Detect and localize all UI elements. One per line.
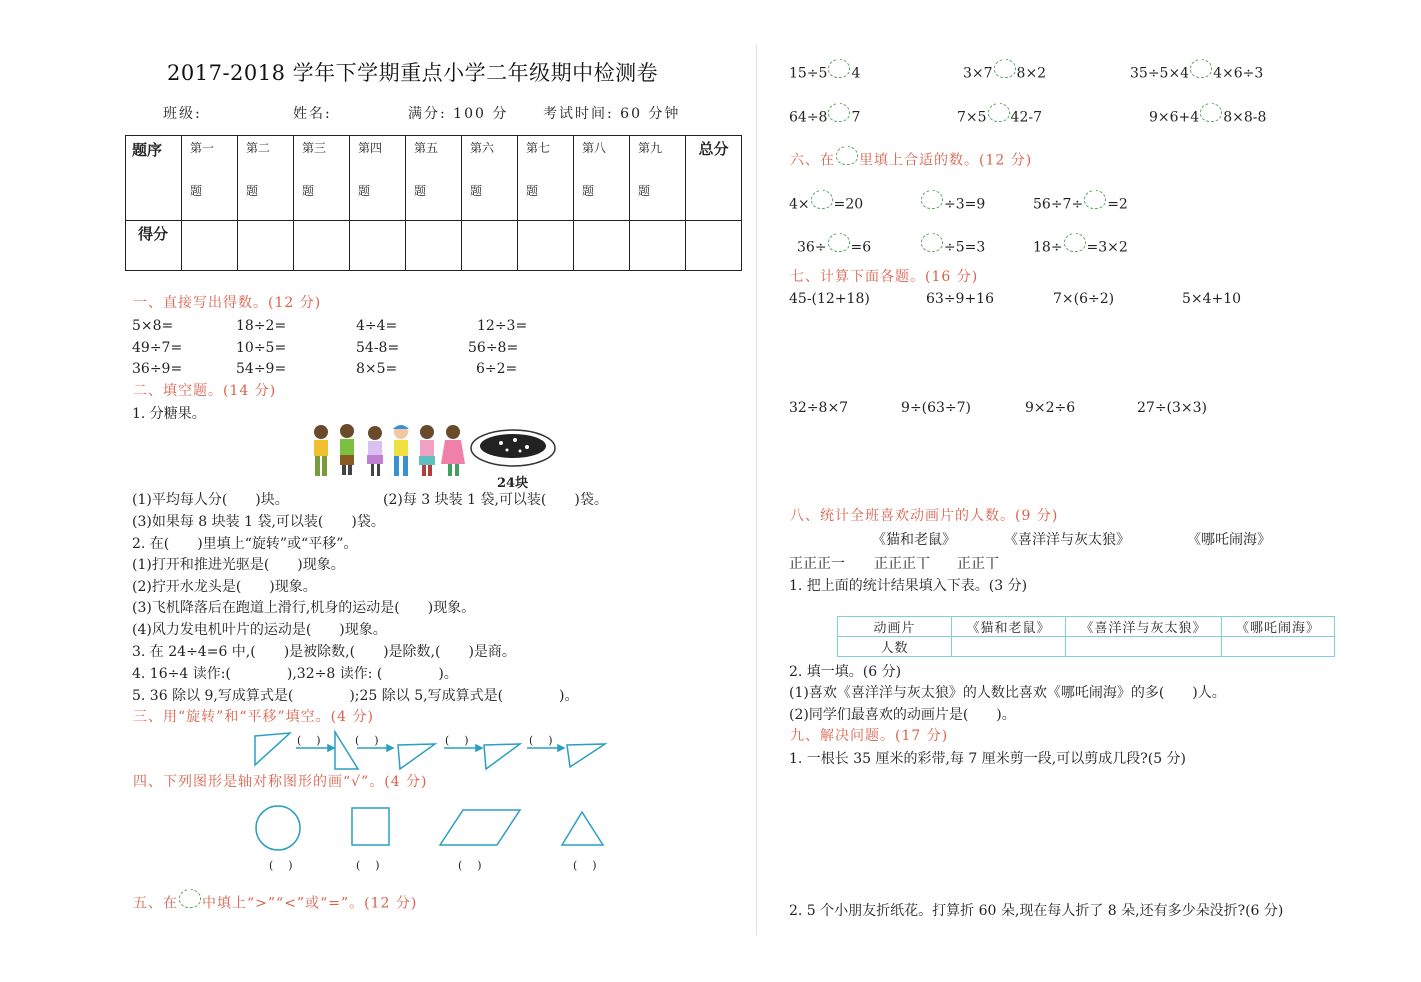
score-table-col-8: 第八 题 <box>574 136 630 221</box>
cartoon-title: 《哪吒闹海》 <box>1187 532 1271 548</box>
oval-blank-icon <box>179 889 201 908</box>
arith-item: 12÷3= <box>477 318 528 334</box>
arith-item: 10÷5= <box>236 340 287 356</box>
symmetry-shapes <box>250 800 610 850</box>
score-cell[interactable] <box>294 221 350 271</box>
oval-blank-icon[interactable] <box>1200 103 1222 122</box>
question-text: (4)风力发电机叶片的运动是( )现象。 <box>132 622 387 638</box>
score-table-col-6: 第六 题 <box>462 136 518 221</box>
answer-blank[interactable]: ( ) <box>529 734 555 747</box>
question-text: 2. 5 个小朋友折纸花。打算折 60 朵,现在每人折了 8 朵,还有多少朵没折?(6 分) <box>789 903 1284 919</box>
oval-blank-icon <box>836 146 858 165</box>
oval-blank-icon[interactable] <box>921 233 943 252</box>
child-figure <box>419 425 435 476</box>
arith-item: 56÷8= <box>468 340 519 356</box>
compare-item: 7×5 42-7 <box>957 108 1042 127</box>
question-text: (1)喜欢《喜洋洋与灰太狼》的人数比喜欢《哪吒闹海》的多( )人。 <box>789 685 1226 701</box>
oval-blank-icon[interactable] <box>828 103 850 122</box>
oval-blank-icon[interactable] <box>994 59 1016 78</box>
section3-heading: 三、用“旋转”和“平移”填空。(4 分) <box>133 709 374 725</box>
child-figure <box>314 425 328 476</box>
score-table-total: 总分 <box>686 136 742 221</box>
name-label: 姓名: <box>293 106 332 122</box>
page-title: 2017-2018 学年下学期重点小学二年级期中检测卷 <box>167 61 659 85</box>
score-table-col-2: 第二 题 <box>238 136 294 221</box>
fill-item: 56÷7÷ =2 <box>1033 195 1128 214</box>
score-cell[interactable] <box>462 221 518 271</box>
circle-shape <box>256 806 300 850</box>
arith-item: 4÷4= <box>356 318 398 334</box>
answer-blank[interactable]: ( ) <box>297 734 323 747</box>
statistics-table <box>837 616 1335 657</box>
fill-item: 4× =20 <box>789 195 863 214</box>
oval-blank-icon[interactable] <box>811 190 833 209</box>
fill-item: 36÷ =6 <box>797 238 871 257</box>
arith-item: 8×5= <box>356 361 398 377</box>
tally-marks: 正正正丅 <box>874 556 930 572</box>
section6-heading: 六、在 里填上合适的数。(12 分) <box>790 151 1032 170</box>
section9-heading: 九、解决问题。(17 分) <box>790 728 949 744</box>
stat-header: 《哪吒闹海》 <box>1222 617 1335 637</box>
child-figure <box>441 425 465 476</box>
score-row-label: 得分 <box>126 221 182 271</box>
stat-input-cell[interactable] <box>1222 637 1335 657</box>
triangle-shape <box>398 744 435 769</box>
score-table-col-7: 第七 题 <box>518 136 574 221</box>
score-table-col-9: 第九 题 <box>630 136 686 221</box>
child-figure <box>340 424 354 475</box>
question-text: 1. 把上面的统计结果填入下表。(3 分) <box>789 578 1028 594</box>
oval-blank-icon[interactable] <box>988 103 1010 122</box>
question-text: (1)打开和推进光驱是( )现象。 <box>132 557 345 573</box>
arith-item: 18÷2= <box>236 318 287 334</box>
answer-blank[interactable]: ( ) <box>573 859 599 872</box>
stat-header: 《喜洋洋与灰太狼》 <box>1066 617 1222 637</box>
oval-blank-icon[interactable] <box>828 59 850 78</box>
section7-heading: 七、计算下面各题。(16 分) <box>790 269 979 285</box>
score-table-row-header: 题序 <box>126 136 182 221</box>
question-text: (1)平均每人分( )块。 <box>132 492 289 508</box>
score-table-col-3: 第三 题 <box>294 136 350 221</box>
compare-item: 64÷8 7 <box>789 108 860 127</box>
calc-item: 7×(6÷2) <box>1053 291 1115 307</box>
score-cell[interactable] <box>406 221 462 271</box>
section1-heading: 一、直接写出得数。(12 分) <box>133 295 322 311</box>
triangle-shape <box>562 812 603 845</box>
section5-heading: 五、在 中填上“>”“<”或“=”。(12 分) <box>133 894 417 913</box>
tally-marks: 正正正一 <box>789 556 845 572</box>
calc-item: 5×4+10 <box>1182 291 1242 307</box>
question-text: 2. 在( )里填上“旋转”或“平移”。 <box>132 536 358 552</box>
question-text: 2. 填一填。(6 分) <box>789 664 902 680</box>
score-table-col-4: 第四 题 <box>350 136 406 221</box>
compare-item: 15÷5 4 <box>789 64 860 83</box>
score-cell[interactable] <box>182 221 238 271</box>
stat-header: 动画片 <box>838 617 952 637</box>
arith-item: 6÷2= <box>476 361 518 377</box>
calc-item: 9÷(63÷7) <box>901 400 972 416</box>
score-cell[interactable] <box>686 221 742 271</box>
section4-heading: 四、下列图形是轴对称图形的画“√”。(4 分) <box>133 774 428 790</box>
parallelogram-shape <box>440 810 520 845</box>
answer-blank[interactable]: ( ) <box>458 859 484 872</box>
compare-item: 3×7 8×2 <box>963 64 1046 83</box>
question-text: (2)每 3 块装 1 袋,可以装( )袋。 <box>383 492 608 508</box>
child-figure <box>393 425 409 476</box>
page-divider <box>756 45 757 935</box>
candy-plate <box>471 430 555 466</box>
question-text: 1. 分糖果。 <box>132 406 206 422</box>
answer-blank[interactable]: ( ) <box>356 859 382 872</box>
oval-blank-icon[interactable] <box>1190 59 1212 78</box>
question-text: (2)同学们最喜欢的动画片是( )。 <box>789 707 1016 723</box>
score-cell[interactable] <box>238 221 294 271</box>
calc-item: 27÷(3×3) <box>1137 400 1208 416</box>
score-table <box>125 135 742 271</box>
calc-item: 63÷9+16 <box>926 291 994 307</box>
score-cell[interactable] <box>350 221 406 271</box>
question-text: 3. 在 24÷4=6 中,( )是被除数,( )是除数,( )是商。 <box>132 644 516 660</box>
score-table-col-5: 第五 题 <box>406 136 462 221</box>
arith-item: 54-8= <box>356 340 400 356</box>
fill-item: 18÷ =3×2 <box>1033 238 1128 257</box>
full-score: 满分: 100 分 <box>408 106 509 122</box>
arith-item: 54÷9= <box>236 361 287 377</box>
answer-blank[interactable]: ( ) <box>355 734 381 747</box>
triangle-shape <box>255 733 290 765</box>
calc-item: 9×2÷6 <box>1025 400 1076 416</box>
oval-blank-icon[interactable] <box>828 233 850 252</box>
question-text: 1. 一根长 35 厘米的彩带,每 7 厘米剪一段,可以剪成几段?(5 分) <box>789 751 1187 767</box>
stat-row-label: 人数 <box>838 637 952 657</box>
answer-blank[interactable]: ( ) <box>445 734 471 747</box>
child-figure <box>367 426 383 476</box>
stat-input-cell[interactable] <box>1066 637 1222 657</box>
score-cell[interactable] <box>574 221 630 271</box>
exam-time: 考试时间: 60 分钟 <box>543 106 681 122</box>
stat-header: 《猫和老鼠》 <box>952 617 1066 637</box>
class-label: 班级: <box>163 106 202 122</box>
score-table-col-1: 第一 题 <box>182 136 238 221</box>
cartoon-title: 《喜洋洋与灰太狼》 <box>1004 532 1130 548</box>
arith-item: 49÷7= <box>132 340 183 356</box>
arith-item: 5×8= <box>132 318 174 334</box>
square-shape <box>352 808 389 845</box>
oval-blank-icon[interactable] <box>1064 233 1086 252</box>
cartoon-title: 《猫和老鼠》 <box>872 532 956 548</box>
oval-blank-icon[interactable] <box>921 190 943 209</box>
section2-heading: 二、填空题。(14 分) <box>133 383 277 399</box>
calc-item: 45-(12+18) <box>789 291 870 307</box>
candy-count-label: 24块 <box>497 476 529 491</box>
compare-item: 9×6+4 8×8-8 <box>1149 108 1266 127</box>
question-text: 5. 36 除以 9,写成算式是( );25 除以 5,写成算式是( )。 <box>132 688 579 704</box>
triangle-shape <box>484 744 520 769</box>
section8-heading: 八、统计全班喜欢动画片的人数。(9 分) <box>790 508 1059 524</box>
tally-marks: 正正丅 <box>957 556 999 572</box>
stat-input-cell[interactable] <box>952 637 1066 657</box>
score-cell[interactable] <box>518 221 574 271</box>
question-text: (3)飞机降落后在跑道上滑行,机身的运动是( )现象。 <box>132 600 476 616</box>
score-cell[interactable] <box>630 221 686 271</box>
question-text: (3)如果每 8 块装 1 袋,可以装( )袋。 <box>132 514 385 530</box>
triangle-shape <box>567 744 605 767</box>
question-text: 4. 16÷4 读作:( ),32÷8 读作: ( )。 <box>132 666 458 682</box>
oval-blank-icon[interactable] <box>1084 190 1106 209</box>
question-text: (2)拧开水龙头是( )现象。 <box>132 579 317 595</box>
arith-item: 36÷9= <box>132 361 183 377</box>
calc-item: 32÷8×7 <box>789 400 849 416</box>
answer-blank[interactable]: ( ) <box>269 859 295 872</box>
compare-item: 35÷5×4 4×6÷3 <box>1130 64 1263 83</box>
fill-item: ÷5=3 <box>920 238 985 257</box>
fill-item: ÷3=9 <box>920 195 985 214</box>
